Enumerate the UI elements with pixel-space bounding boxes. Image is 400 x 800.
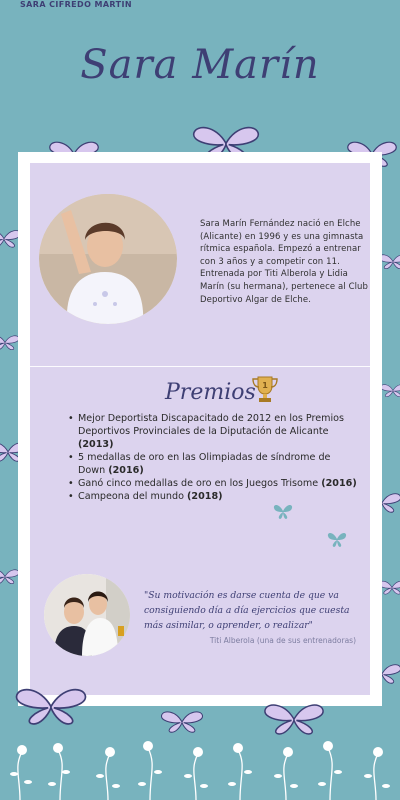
butterfly-icon: [380, 362, 400, 418]
quote-text: "Su motivación es darse cuenta de que va consiguiendo día a día ejercicios que cuesta más asimilar, o aprender, o realizar": [144, 590, 350, 631]
flower-icon: [143, 741, 153, 751]
flower-border: [0, 728, 400, 800]
flower-icon: [53, 743, 63, 753]
page-title: Sara Marín: [80, 42, 320, 88]
list-item: • Campeona del mundo (2018): [78, 490, 358, 503]
butterfly-icon: [0, 318, 20, 366]
list-item: • Mejor Deportista Discapacitado de 2012 en los Premios Deportivos Provinciales de la Diputación de Alicante (2013): [78, 412, 358, 451]
flower-icon: [283, 747, 293, 757]
butterfly-icon: [272, 502, 294, 520]
flower-icon: [193, 747, 203, 757]
profile-photo: [39, 194, 177, 324]
coach-photo: [44, 574, 130, 656]
trophy-number: 1: [262, 381, 268, 390]
flower-icon: [105, 747, 115, 757]
flower-icon: [323, 741, 333, 751]
trophy-icon: [251, 374, 279, 404]
list-item: • 5 medallas de oro en las Olimpiadas de síndrome de Down (2016): [78, 451, 358, 477]
awards-list: [78, 412, 358, 503]
flower-icon: [373, 747, 383, 757]
butterfly-icon: [14, 682, 88, 728]
author-name: SARA CIFREDO MARTIN: [20, 0, 132, 9]
section-divider: [30, 366, 370, 367]
butterfly-icon: [326, 530, 348, 548]
premios-title: Premios: [165, 380, 256, 405]
flower-icon: [233, 743, 243, 753]
bio-text: Sara Marín Fernández nació en Elche (Alicante) en 1996 y es una gimnasta rítmica española. Empezó a entrenar con 3 años y a competir con 11. Entrenada por Titi Alberola y Lidia Marín (su hermana), pertenece al Club Deportivo Algar de Elche.: [200, 219, 369, 305]
list-item: • Ganó cinco medallas de oro en los Juegos Trisome (2016): [78, 477, 358, 490]
quote-author: Titi Alberola (una de sus entrenadoras): [209, 636, 356, 645]
butterfly-icon: [0, 556, 20, 596]
flower-icon: [17, 745, 27, 755]
